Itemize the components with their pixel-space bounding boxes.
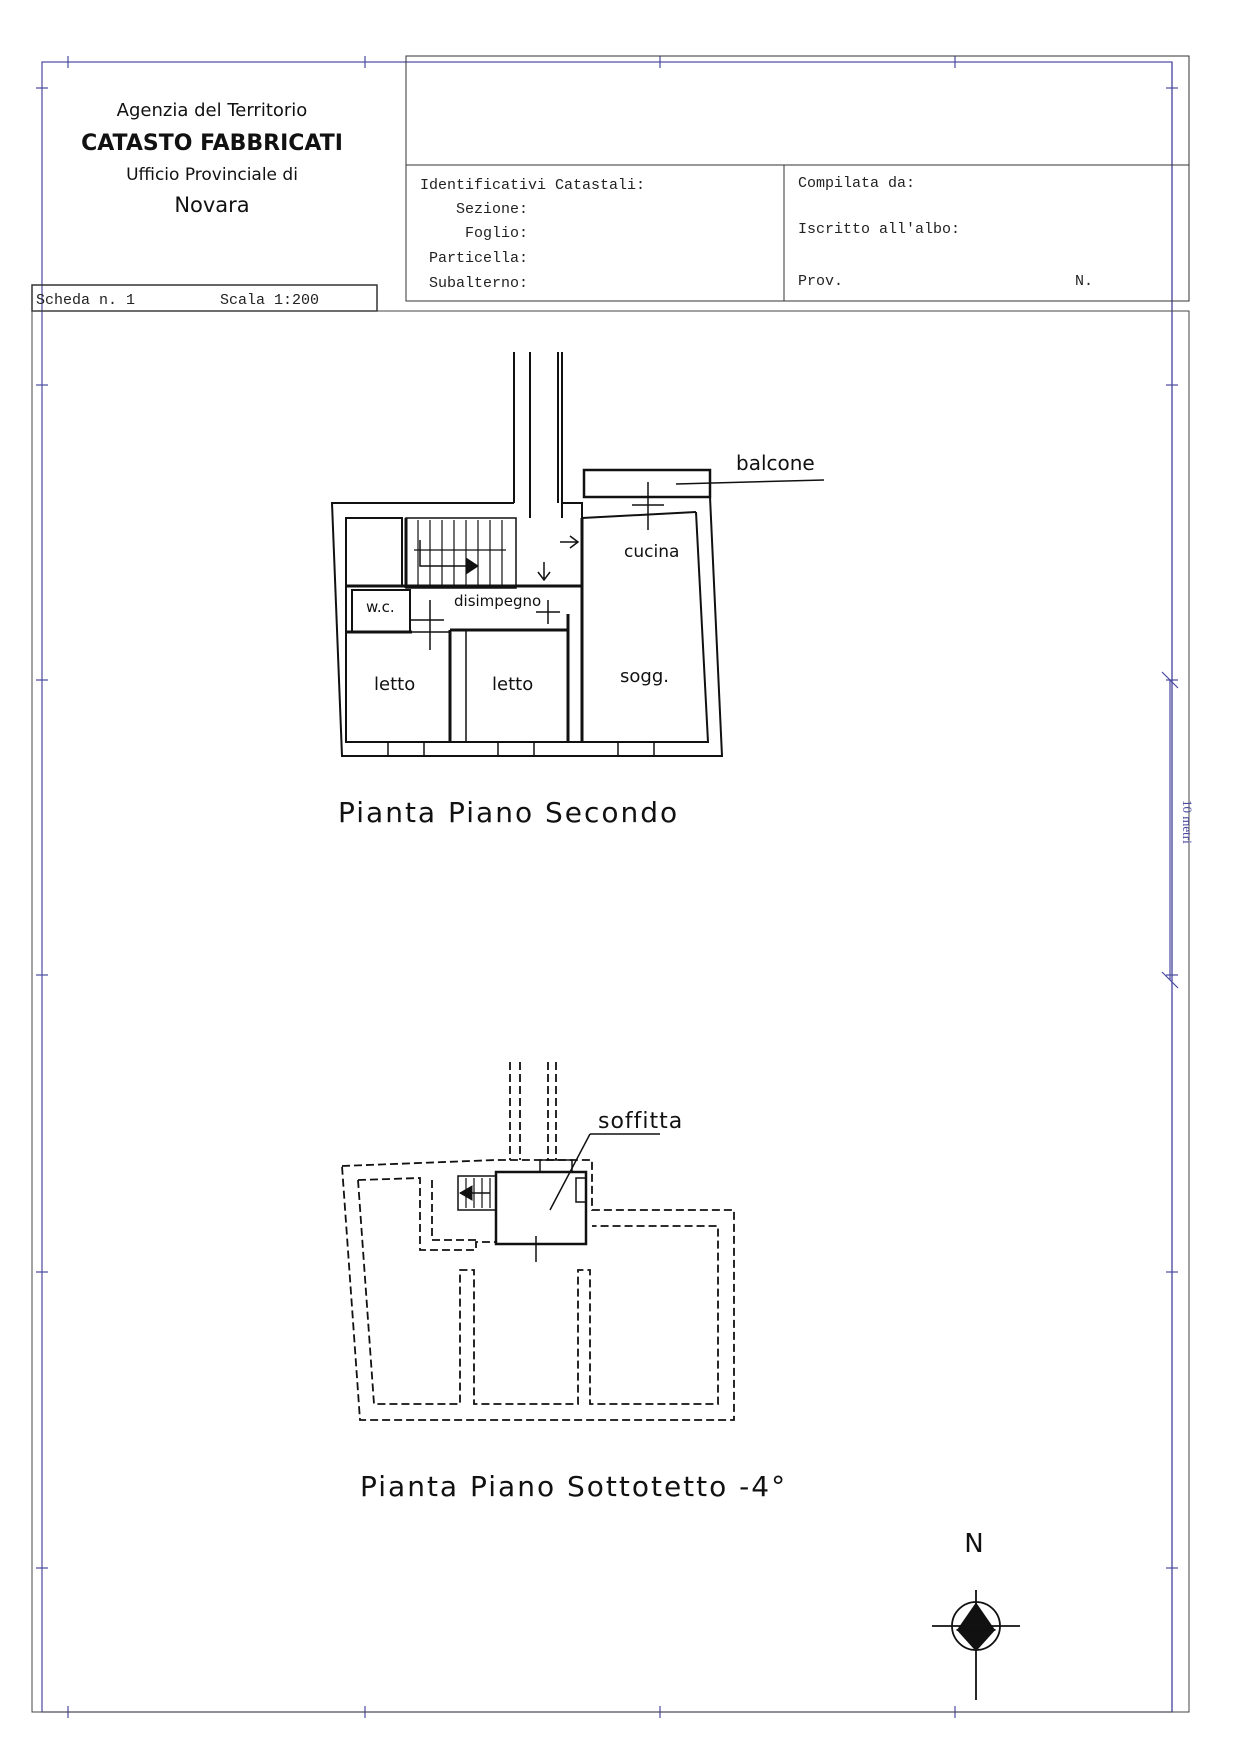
- north-arrow: [932, 1529, 1020, 1700]
- compass-icon: [932, 1590, 1020, 1700]
- scale-ratio: Scala 1:200: [220, 292, 320, 309]
- page-frame: [36, 56, 1178, 1718]
- office-city: Novara: [174, 193, 250, 217]
- room-label-balcone: balcone: [736, 451, 815, 475]
- sezione-label: Sezione:: [455, 201, 528, 218]
- room-label-letto-2: letto: [492, 674, 534, 695]
- scheda-number: Scheda n. 1: [36, 292, 136, 309]
- scheda-box: [32, 285, 377, 311]
- room-label-sogg: sogg.: [620, 666, 669, 687]
- room-label-disimpegno: disimpegno: [454, 592, 542, 610]
- foglio-label: Foglio:: [464, 225, 528, 242]
- room-label-wc: w.c.: [366, 598, 395, 616]
- compiler-block: [798, 175, 1093, 290]
- compilata-label: Compilata da:: [798, 175, 916, 192]
- agency-name: Agenzia del Territorio: [116, 100, 308, 121]
- n-label: N.: [1075, 273, 1094, 290]
- attic-floor-title: Pianta Piano Sottotetto -4°: [360, 1470, 788, 1503]
- subalterno-label: Subalterno:: [428, 275, 528, 292]
- second-floor-plan: [332, 352, 824, 756]
- scale-bar: [1162, 672, 1178, 988]
- office-header: [81, 100, 343, 217]
- identifiers-heading: Identificativi Catastali:: [420, 177, 646, 194]
- north-label: N: [964, 1529, 984, 1559]
- room-label-letto-1: letto: [374, 674, 416, 695]
- prov-label: Prov.: [798, 273, 844, 290]
- second-floor-labels: [366, 451, 815, 695]
- office-label: Ufficio Provinciale di: [126, 165, 298, 185]
- scale-bar-label: 10 metri: [1180, 800, 1195, 844]
- iscritto-label: Iscritto all'albo:: [798, 221, 961, 238]
- second-floor-title: Pianta Piano Secondo: [338, 796, 680, 829]
- room-label-cucina: cucina: [624, 542, 680, 562]
- catasto-title: CATASTO FABBRICATI: [81, 131, 343, 156]
- identifiers-block: [420, 177, 645, 292]
- particella-label: Particella:: [428, 250, 528, 267]
- room-label-soffitta: soffitta: [598, 1109, 684, 1134]
